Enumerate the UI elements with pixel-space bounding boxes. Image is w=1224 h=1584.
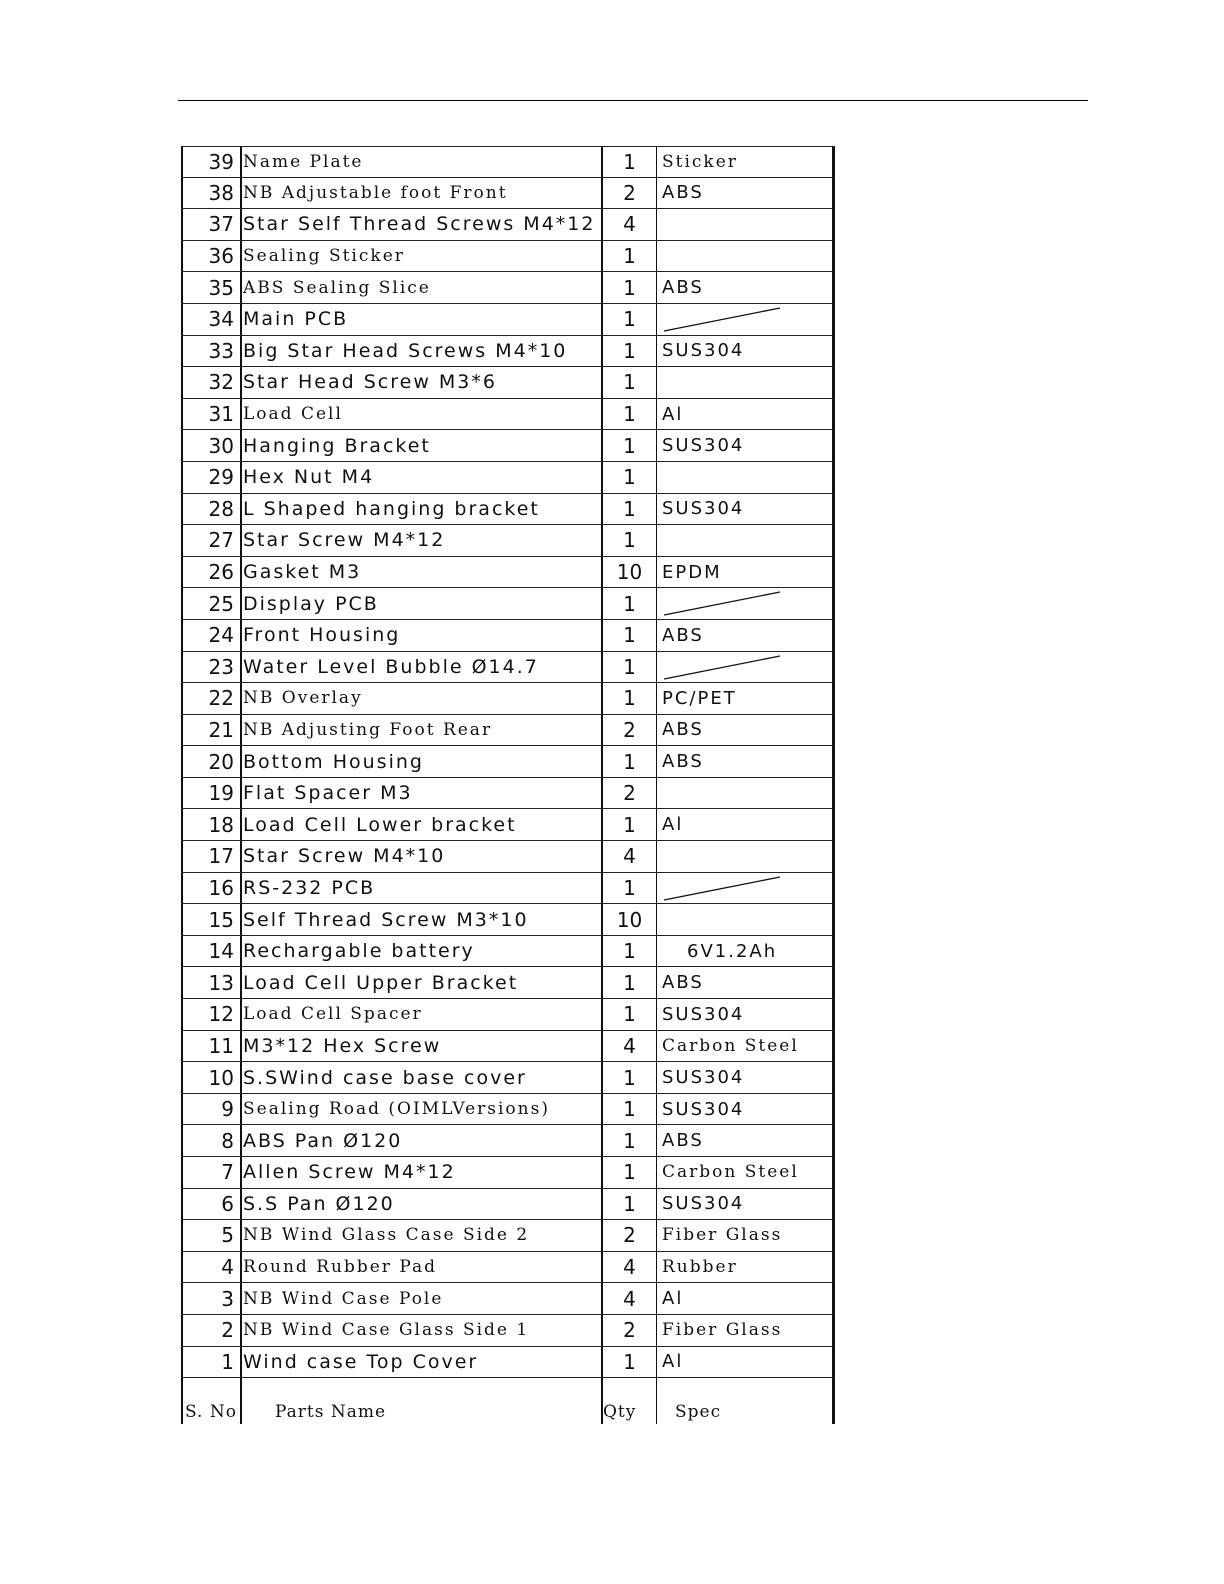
table-row — [181, 652, 835, 684]
row-sno: 17 — [181, 841, 242, 872]
table-row — [181, 1189, 835, 1221]
table-row — [181, 778, 835, 810]
row-spec: Al — [657, 1347, 835, 1378]
parts-table-body — [181, 146, 835, 1378]
table-row — [181, 241, 835, 273]
row-spec: SUS304 — [657, 1189, 835, 1220]
row-spec — [657, 873, 835, 904]
row-spec — [657, 367, 835, 398]
row-spec: Al — [657, 399, 835, 430]
row-sno: 15 — [181, 904, 242, 935]
table-row — [181, 1094, 835, 1126]
row-sno: 2 — [181, 1315, 242, 1346]
table-row — [181, 1283, 835, 1315]
row-sno: 27 — [181, 525, 242, 556]
not-applicable-slash — [657, 873, 832, 904]
row-part-name: Load Cell Spacer — [242, 999, 603, 1030]
row-qty: 1 — [603, 336, 657, 367]
row-qty: 2 — [603, 715, 657, 746]
row-spec: Al — [657, 809, 835, 840]
row-part-name: Display PCB — [242, 588, 603, 619]
table-row — [181, 715, 835, 747]
row-spec: Sticker — [657, 147, 835, 177]
row-qty: 1 — [603, 967, 657, 998]
table-row — [181, 1252, 835, 1284]
row-part-name: Sealing Sticker — [242, 241, 603, 272]
table-row — [181, 304, 835, 336]
table-row — [181, 1062, 835, 1094]
row-spec — [657, 462, 835, 493]
row-qty: 10 — [603, 904, 657, 935]
row-sno: 32 — [181, 367, 242, 398]
row-sno: 7 — [181, 1157, 242, 1188]
header-parts-name: Parts Name — [242, 1378, 603, 1424]
row-spec: 6V1.2Ah — [657, 936, 835, 967]
row-spec: ABS — [657, 746, 835, 777]
row-qty: 1 — [603, 147, 657, 177]
table-row — [181, 525, 835, 557]
row-spec — [657, 525, 835, 556]
row-part-name: Hanging Bracket — [242, 430, 603, 461]
row-sno: 33 — [181, 336, 242, 367]
row-spec: ABS — [657, 620, 835, 651]
row-part-name: Gasket M3 — [242, 557, 603, 588]
row-qty: 1 — [603, 1125, 657, 1156]
row-qty: 4 — [603, 1252, 657, 1283]
row-sno: 12 — [181, 999, 242, 1030]
row-part-name: Load Cell — [242, 399, 603, 430]
row-sno: 5 — [181, 1220, 242, 1251]
row-spec: ABS — [657, 272, 835, 303]
row-sno: 13 — [181, 967, 242, 998]
table-row — [181, 746, 835, 778]
row-sno: 6 — [181, 1189, 242, 1220]
row-part-name: Front Housing — [242, 620, 603, 651]
table-row — [181, 336, 835, 368]
row-spec: Al — [657, 1283, 835, 1314]
row-spec: SUS304 — [657, 336, 835, 367]
row-part-name: Sealing Road (OIMLVersions) — [242, 1094, 603, 1125]
row-qty: 1 — [603, 272, 657, 303]
row-spec — [657, 588, 835, 619]
row-sno: 21 — [181, 715, 242, 746]
table-row — [181, 557, 835, 589]
row-qty: 1 — [603, 746, 657, 777]
row-qty: 1 — [603, 1157, 657, 1188]
row-sno: 31 — [181, 399, 242, 430]
row-part-name: ABS Pan Ø120 — [242, 1125, 603, 1156]
table-row — [181, 146, 835, 178]
row-part-name: Round Rubber Pad — [242, 1252, 603, 1283]
row-sno: 11 — [181, 1031, 242, 1062]
row-qty: 1 — [603, 1347, 657, 1378]
header-spec: Spec — [657, 1378, 835, 1424]
table-row — [181, 1315, 835, 1347]
row-part-name: Name Plate — [242, 147, 603, 177]
row-qty: 4 — [603, 209, 657, 240]
row-part-name: NB Overlay — [242, 683, 603, 714]
row-part-name: Load Cell Upper Bracket — [242, 967, 603, 998]
row-sno: 23 — [181, 652, 242, 683]
row-sno: 14 — [181, 936, 242, 967]
row-qty: 1 — [603, 430, 657, 461]
row-part-name: Main PCB — [242, 304, 603, 335]
row-part-name: RS-232 PCB — [242, 873, 603, 904]
row-sno: 19 — [181, 778, 242, 809]
row-sno: 26 — [181, 557, 242, 588]
row-part-name: NB Adjustable foot Front — [242, 178, 603, 209]
row-qty: 1 — [603, 525, 657, 556]
row-part-name: Allen Screw M4*12 — [242, 1157, 603, 1188]
row-part-name: Water Level Bubble Ø14.7 — [242, 652, 603, 683]
table-row — [181, 967, 835, 999]
row-spec: ABS — [657, 967, 835, 998]
row-qty: 2 — [603, 178, 657, 209]
row-sno: 10 — [181, 1062, 242, 1093]
table-row — [181, 620, 835, 652]
row-qty: 1 — [603, 620, 657, 651]
row-qty: 1 — [603, 494, 657, 525]
table-row — [181, 462, 835, 494]
table-row — [181, 1347, 835, 1379]
row-qty: 1 — [603, 1189, 657, 1220]
header-sno: S. No — [181, 1378, 242, 1424]
row-spec: SUS304 — [657, 430, 835, 461]
not-applicable-slash — [657, 588, 832, 619]
row-qty: 1 — [603, 999, 657, 1030]
row-part-name: NB Wind Case Pole — [242, 1283, 603, 1314]
row-part-name: Big Star Head Screws M4*10 — [242, 336, 603, 367]
table-row — [181, 683, 835, 715]
row-sno: 25 — [181, 588, 242, 619]
row-spec: ABS — [657, 178, 835, 209]
row-qty: 10 — [603, 557, 657, 588]
row-part-name: Star Head Screw M3*6 — [242, 367, 603, 398]
row-part-name: NB Wind Glass Case Side 2 — [242, 1220, 603, 1251]
row-qty: 1 — [603, 652, 657, 683]
row-qty: 1 — [603, 1094, 657, 1125]
table-row — [181, 809, 835, 841]
row-part-name: Star Screw M4*12 — [242, 525, 603, 556]
row-qty: 2 — [603, 1220, 657, 1251]
row-qty: 4 — [603, 1031, 657, 1062]
row-part-name: ABS Sealing Slice — [242, 272, 603, 303]
row-qty: 2 — [603, 1315, 657, 1346]
row-sno: 4 — [181, 1252, 242, 1283]
row-sno: 39 — [181, 147, 242, 177]
not-applicable-slash — [657, 652, 832, 683]
row-part-name: Bottom Housing — [242, 746, 603, 777]
row-spec — [657, 778, 835, 809]
row-spec — [657, 209, 835, 240]
row-spec: ABS — [657, 1125, 835, 1156]
row-part-name: S.S Pan Ø120 — [242, 1189, 603, 1220]
header-qty: Qty — [603, 1378, 657, 1424]
row-sno: 37 — [181, 209, 242, 240]
table-row — [181, 209, 835, 241]
row-qty: 1 — [603, 588, 657, 619]
row-spec — [657, 241, 835, 272]
row-qty: 1 — [603, 367, 657, 398]
row-spec: Fiber Glass — [657, 1315, 835, 1346]
table-row — [181, 399, 835, 431]
table-row — [181, 588, 835, 620]
row-spec: PC/PET — [657, 683, 835, 714]
table-row — [181, 841, 835, 873]
row-qty: 4 — [603, 841, 657, 872]
row-part-name: M3*12 Hex Screw — [242, 1031, 603, 1062]
table-row — [181, 904, 835, 936]
row-part-name: NB Adjusting Foot Rear — [242, 715, 603, 746]
row-sno: 30 — [181, 430, 242, 461]
row-sno: 29 — [181, 462, 242, 493]
row-qty: 1 — [603, 304, 657, 335]
row-part-name: Hex Nut M4 — [242, 462, 603, 493]
row-spec: EPDM — [657, 557, 835, 588]
row-sno: 16 — [181, 873, 242, 904]
row-spec — [657, 652, 835, 683]
row-spec: Carbon Steel — [657, 1031, 835, 1062]
table-row — [181, 1125, 835, 1157]
row-qty: 4 — [603, 1283, 657, 1314]
row-part-name: Star Self Thread Screws M4*12 — [242, 209, 603, 240]
row-qty: 1 — [603, 809, 657, 840]
parts-table-header — [181, 1378, 835, 1424]
table-row — [181, 430, 835, 462]
row-sno: 3 — [181, 1283, 242, 1314]
row-qty: 1 — [603, 873, 657, 904]
table-row — [181, 999, 835, 1031]
row-spec: Rubber — [657, 1252, 835, 1283]
row-sno: 35 — [181, 272, 242, 303]
row-spec: SUS304 — [657, 1094, 835, 1125]
table-row — [181, 178, 835, 210]
table-row — [181, 873, 835, 905]
row-sno: 34 — [181, 304, 242, 335]
row-spec: Carbon Steel — [657, 1157, 835, 1188]
row-spec: SUS304 — [657, 494, 835, 525]
row-part-name: Wind case Top Cover — [242, 1347, 603, 1378]
row-spec — [657, 841, 835, 872]
table-row — [181, 936, 835, 968]
row-sno: 22 — [181, 683, 242, 714]
row-qty: 1 — [603, 462, 657, 493]
table-row — [181, 272, 835, 304]
table-row — [181, 1157, 835, 1189]
row-part-name: Rechargable battery — [242, 936, 603, 967]
row-spec: SUS304 — [657, 999, 835, 1030]
table-row — [181, 1220, 835, 1252]
table-row — [181, 494, 835, 526]
row-sno: 18 — [181, 809, 242, 840]
table-row — [181, 367, 835, 399]
row-spec: SUS304 — [657, 1062, 835, 1093]
row-spec: ABS — [657, 715, 835, 746]
row-spec — [657, 304, 835, 335]
row-spec: Fiber Glass — [657, 1220, 835, 1251]
row-sno: 28 — [181, 494, 242, 525]
row-sno: 20 — [181, 746, 242, 777]
row-spec — [657, 904, 835, 935]
row-qty: 2 — [603, 778, 657, 809]
row-sno: 8 — [181, 1125, 242, 1156]
table-row — [181, 1031, 835, 1063]
not-applicable-slash — [657, 304, 832, 335]
parts-table — [181, 146, 835, 1424]
row-qty: 1 — [603, 683, 657, 714]
row-sno: 38 — [181, 178, 242, 209]
row-qty: 1 — [603, 241, 657, 272]
row-part-name: NB Wind Case Glass Side 1 — [242, 1315, 603, 1346]
row-qty: 1 — [603, 1062, 657, 1093]
row-sno: 1 — [181, 1347, 242, 1378]
row-part-name: S.SWind case base cover — [242, 1062, 603, 1093]
row-part-name: Self Thread Screw M3*10 — [242, 904, 603, 935]
row-part-name: L Shaped hanging bracket — [242, 494, 603, 525]
row-part-name: Load Cell Lower bracket — [242, 809, 603, 840]
row-sno: 9 — [181, 1094, 242, 1125]
row-sno: 36 — [181, 241, 242, 272]
row-qty: 1 — [603, 936, 657, 967]
row-sno: 24 — [181, 620, 242, 651]
row-part-name: Star Screw M4*10 — [242, 841, 603, 872]
row-qty: 1 — [603, 399, 657, 430]
top-rule — [178, 100, 1088, 101]
row-part-name: Flat Spacer M3 — [242, 778, 603, 809]
